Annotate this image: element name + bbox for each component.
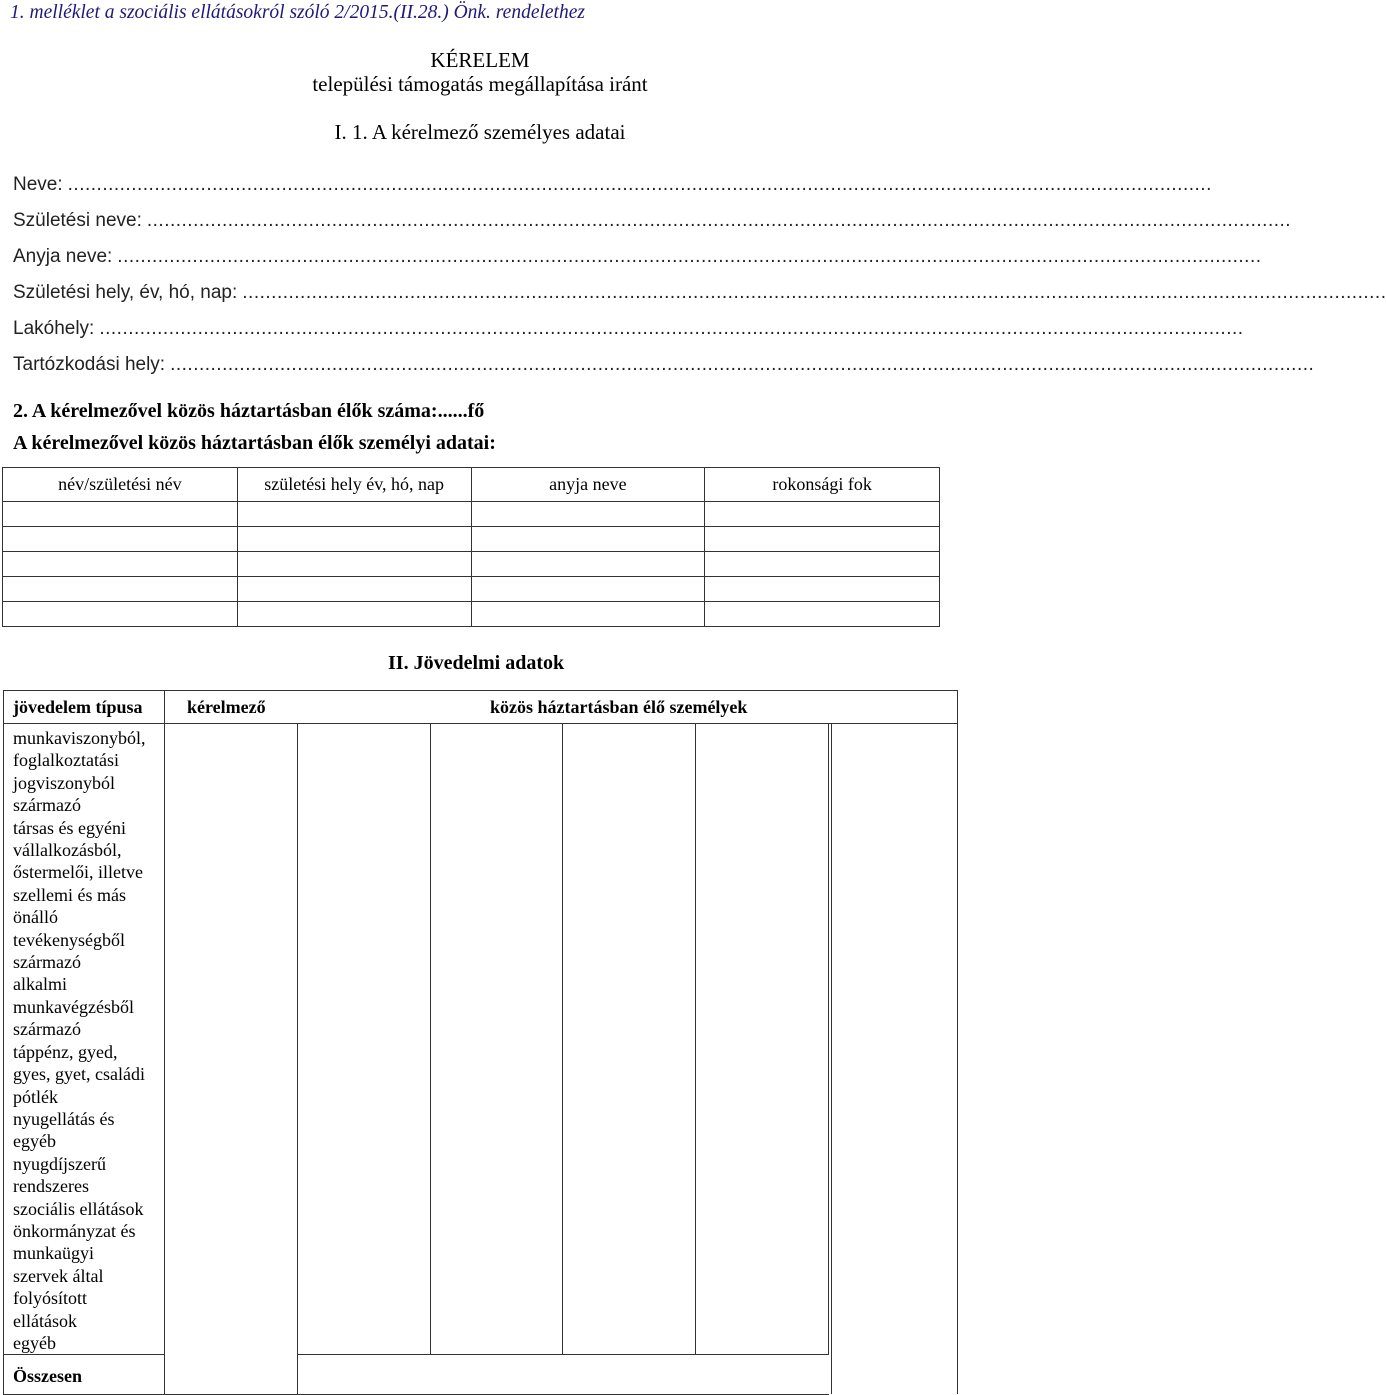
table-cell[interactable]	[237, 502, 471, 527]
household-total-cell[interactable]	[297, 1355, 828, 1394]
table-cell[interactable]	[705, 602, 940, 627]
table-row	[3, 527, 940, 552]
field-label: Születési hely, év, hó, nap:	[13, 282, 238, 303]
income-input-row	[4, 724, 958, 1355]
document-title: KÉRELEM	[430, 48, 530, 72]
table-cell[interactable]	[237, 527, 471, 552]
table-cell[interactable]	[471, 552, 705, 577]
column-header-name: név/születési név	[3, 468, 238, 502]
table-cell[interactable]	[3, 527, 238, 552]
field-name[interactable]	[13, 170, 1212, 196]
table-cell[interactable]	[705, 502, 940, 527]
income-table	[3, 690, 958, 1395]
income-type-pension: nyugellátás és egyéb nyugdíjszerű	[13, 1108, 115, 1174]
income-total-label: Összesen	[4, 1355, 165, 1394]
table-cell[interactable]	[237, 552, 471, 577]
field-temporary-address[interactable]	[13, 350, 1315, 376]
fill-in-line: ......................................................................................................................................................................................................	[242, 282, 1386, 303]
table-row	[3, 552, 940, 577]
table-cell[interactable]	[3, 502, 238, 527]
income-type-family-benefits: táppénz, gyed, gyes, gyet, családi pótlék	[13, 1041, 145, 1107]
document-subtitle: települési támogatás megállapítása iránt	[312, 72, 648, 96]
household-members-table	[2, 467, 940, 627]
field-label: Tartózkodási hely:	[13, 354, 166, 375]
table-cell[interactable]	[705, 577, 940, 602]
fill-in-line: ......................................................................................................................................................................................................	[67, 174, 1212, 195]
field-label: Lakóhely:	[13, 318, 95, 339]
section-heading-income-data: II. Jövedelmi adatok	[388, 652, 565, 674]
column-header-birth-place-date: születési hely év, hó, nap	[237, 468, 471, 502]
fill-in-line: ......................................................................................................................................................................................................	[170, 354, 1315, 375]
applicant-total-cell[interactable]	[164, 1355, 297, 1394]
household-member-income-cell[interactable]	[430, 724, 563, 1355]
section-heading-personal-data: I. 1. A kérelmező személyes adatai	[334, 120, 626, 144]
household-member-income-cell[interactable]	[696, 724, 829, 1355]
field-birth-name[interactable]	[13, 206, 1292, 232]
table-row	[3, 577, 940, 602]
table-cell[interactable]	[471, 502, 705, 527]
household-personal-data-heading: A kérelmezővel közös háztartásban élők személyi adatai:	[13, 432, 496, 454]
table-header-row	[4, 691, 958, 724]
applicant-income-cell[interactable]	[164, 724, 297, 1355]
income-type-casual-work: alkalmi munkavégzésből származó	[13, 974, 134, 1040]
table-cell[interactable]	[705, 527, 940, 552]
fill-in-line: ......................................................................................................................................................................................................	[99, 318, 1244, 339]
field-residence[interactable]	[13, 314, 1244, 340]
income-total-row	[4, 1355, 958, 1394]
annex-reference: 1. melléklet a szociális ellátásokról szóló 2/2015.(II.28.) Önk. rendelethez	[10, 2, 585, 23]
field-birth-place-date[interactable]	[13, 278, 1386, 304]
table-cell[interactable]	[237, 602, 471, 627]
income-type-other: egyéb	[13, 1332, 56, 1353]
column-header-mother-name: anyja neve	[471, 468, 705, 502]
table-cell[interactable]	[471, 602, 705, 627]
column-header-applicant: kérelmező	[186, 696, 266, 717]
column-header-household-members: közös háztartásban élő személyek	[489, 697, 748, 717]
income-type-social-benefits: rendszeres szociális ellátások	[13, 1176, 144, 1219]
household-count-line[interactable]: 2. A kérelmezővel közös háztartásban élők száma:......fő	[13, 400, 485, 422]
table-margin	[832, 724, 958, 1395]
table-cell[interactable]	[471, 527, 705, 552]
table-cell[interactable]	[705, 552, 940, 577]
table-row	[3, 502, 940, 527]
household-member-income-cell[interactable]	[563, 724, 696, 1355]
column-header-group	[164, 691, 957, 724]
income-type-list	[4, 724, 165, 1355]
table-cell[interactable]	[237, 577, 471, 602]
fill-in-line: ......................................................................................................................................................................................................	[146, 210, 1292, 231]
column-header-relationship: rokonsági fok	[705, 468, 940, 502]
column-header-income-type: jövedelem típusa	[4, 691, 165, 724]
field-label: Születési neve:	[13, 210, 142, 231]
table-cell[interactable]	[471, 577, 705, 602]
table-row	[3, 602, 940, 627]
table-header-row	[3, 468, 940, 502]
household-member-income-cell[interactable]	[297, 724, 430, 1355]
field-label: Neve:	[13, 174, 63, 195]
income-type-employment: munkaviszonyból, foglalkoztatási jogviszonyból származó	[13, 728, 146, 816]
table-cell[interactable]	[3, 577, 238, 602]
table-cell[interactable]	[3, 552, 238, 577]
income-type-enterprise: társas és egyéni vállalkozásból, őstermelői, illetve szellemi és más önálló tevékenységből származó	[13, 817, 143, 973]
income-type-municipal-benefits: önkormányzat és munkaügyi szervek által folyósított ellátások	[13, 1220, 136, 1331]
table-cell[interactable]	[3, 602, 238, 627]
field-mother-name[interactable]	[13, 242, 1262, 268]
field-label: Anyja neve:	[13, 246, 113, 267]
fill-in-line: ......................................................................................................................................................................................................	[117, 246, 1262, 267]
